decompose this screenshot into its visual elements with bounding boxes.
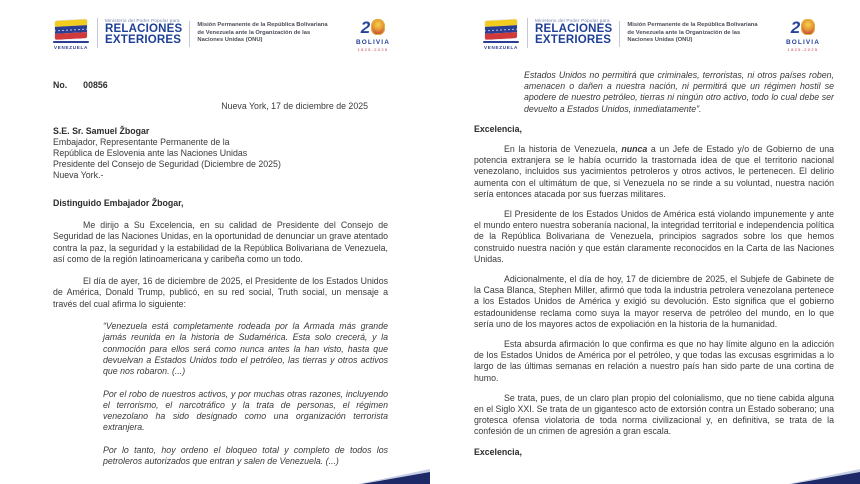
bolivia-years: 1825-2025 xyxy=(787,46,819,52)
footer-swoosh-graphic xyxy=(788,468,860,484)
venezuela-flag-logo xyxy=(53,20,89,50)
ministry-wordmark xyxy=(105,18,182,45)
bolivia-label: BOLIVIA xyxy=(785,39,820,46)
mission-title xyxy=(627,22,757,45)
bolivia-200-numeral: 2 xyxy=(790,18,801,37)
ministry-wordmark xyxy=(535,18,612,45)
mission-line3: Naciones Unidas (ONU) xyxy=(627,37,693,44)
letterhead-divider xyxy=(619,21,620,47)
letter-body xyxy=(53,220,388,478)
mission-line2: de Venezuela ante la Organización de las xyxy=(627,29,741,36)
quoted-statement: “Venezuela está completamente rodeada por la Armada más grande jamás reunida en la historia de Sudamérica. Esta solo crecerá, y la conmoción para ellos será como nunca antes la han visto, hasta que devuelvan a Estados Unidos todo el petróleo, las tierras y otros activos que nos robaron. (...) xyxy=(103,321,388,377)
mission-line1: Misión Permanente de la República Bolivariana xyxy=(197,22,328,28)
letter-paragraph: El Presidente de los Estados Unidos de América está violando impunemente y ante el mundo entero nuestra soberanía nacional, la integridad territorial e independencia política de la República Bolivariana de Venezuela, principios sagrados sobre los que hemos construido nuestra nación y que están claramente reconocidos en la Carta de las Naciones Unidas. xyxy=(474,209,834,264)
quoted-statement: Por lo tanto, hoy ordeno el bloqueo total y completo de todos los petroleros autorizados que entran y salen de Venezuela. (...) xyxy=(103,444,388,467)
quoted-statement: Estados Unidos no permitirá que criminales, terroristas, ni otros países roben, amenacen o dañen a nuestra nación, ni permitirá que un régimen hostil se apodere de nuestro petróleo, tierras ni ningún otro activo, todo lo cual debe ser devuelto a Estados Unidos, inmediatamente”. xyxy=(524,70,834,114)
bolivia-crest-icon xyxy=(371,19,385,35)
letterhead-divider xyxy=(189,21,190,47)
excellency-heading: Excelencia, xyxy=(474,446,522,457)
letter-body xyxy=(474,70,834,467)
flag-ribbon xyxy=(483,41,519,43)
recipient-title-line: Presidente del Consejo de Seguridad (Diciembre de 2025) xyxy=(53,158,281,169)
letter-paragraph: Me dirijo a Su Excelencia, en su calidad de Presidente del Consejo de Seguridad de las Naciones Unidas, en la oportunidad de denunciar un grave atentado contra la paz, la seguridad y la estabilidad de la República Bolivariana de Venezuela, así como de la región latinoamericana y caribeña como un todo. xyxy=(53,220,388,264)
letter-page-2 xyxy=(430,0,860,484)
venezuela-flag-logo xyxy=(483,20,519,50)
footer-swoosh-graphic xyxy=(358,468,430,484)
mission-line1: Misión Permanente de la República Bolivariana xyxy=(627,22,758,28)
letterhead xyxy=(53,17,390,61)
ministry-name-line1: RELACIONES xyxy=(535,23,613,35)
letter-paragraph: El día de ayer, 16 de diciembre de 2025, el Presidente de los Estados Unidos de América, Donald Trump, publicó, en su red social, Truth social, un mensaje a través del cual afirma lo siguiente: xyxy=(53,276,388,309)
letter-paragraph xyxy=(474,144,834,200)
venezuela-flag-icon xyxy=(485,19,517,40)
ministry-name-line2: EXTERIORES xyxy=(105,33,182,46)
recipient-name: S.E. Sr. Samuel Žbogar xyxy=(53,126,150,136)
letterhead-divider xyxy=(97,18,98,48)
ministry-name-line2: EXTERIORES xyxy=(535,33,612,46)
recipient-block xyxy=(53,126,281,181)
reference-value: 00856 xyxy=(83,80,108,90)
letter-paragraph: Adicionalmente, el día de hoy, 17 de diciembre de 2025, el Subjefe de Gabinete de la Casa Blanca, Stephen Miller, afirmó que toda la industria petrolera venezolana pertenece a los Estados Unidos de América y exigió su devolución. Esto significa que el gobierno estadounidense reclama como suya la mayor reserva de petróleo del mundo, en lo que sería uno de los mayores actos de expoliación en la historia de la humanidad. xyxy=(474,274,834,329)
letter-paragraph: Esta absurda afirmación lo que confirma es que no hay límite alguno en la adicción de los Estados Unidos de América por el petróleo, y que todas las excusas esgrimidas a lo largo de las últimas semanas en relación a nuestro país han sido parte de una cortina de humo. xyxy=(474,339,834,383)
flag-ribbon xyxy=(53,41,89,43)
excellency-heading: Excelencia, xyxy=(474,123,522,134)
reference-number xyxy=(53,80,108,90)
bolivia-200-numeral: 2 xyxy=(360,18,371,37)
venezuela-flag-icon xyxy=(55,19,87,40)
bolivia-bicentennial-logo xyxy=(786,19,820,52)
recipient-city-line: Nueva York.- xyxy=(53,169,104,180)
quoted-statement: Por el robo de nuestros activos, y por muchas otras razones, incluyendo el terrorismo, el narcotráfico y la trata de personas, el régimen venezolano ha sido designado como una organización terrorista extranjera. xyxy=(103,388,388,433)
bolivia-label: BOLIVIA xyxy=(355,39,390,46)
salutation: Distinguido Embajador Žbogar, xyxy=(53,198,184,208)
ministry-small-text: Ministerio del Poder Popular para xyxy=(105,18,180,23)
paragraph-text: En la historia de Venezuela, xyxy=(504,144,622,155)
mission-line3: Naciones Unidas (ONU) xyxy=(197,37,263,44)
bolivia-crest-icon xyxy=(801,19,815,35)
emphasized-word: nunca xyxy=(621,144,648,155)
date-line: Nueva York, 17 de diciembre de 2025 xyxy=(221,101,368,111)
recipient-title-line: Embajador, Representante Permanente de la xyxy=(53,136,230,147)
reference-label: No. xyxy=(53,80,68,90)
ministry-name-line1: RELACIONES xyxy=(105,23,183,35)
letterhead xyxy=(483,17,820,61)
flag-label: VENEZUELA xyxy=(483,44,519,50)
letterhead-divider xyxy=(527,18,528,48)
flag-label: VENEZUELA xyxy=(53,44,89,50)
paragraph-text: a un Jefe de Estado y/o de Gobierno de una potencia extranjera se le había ocurrido la trastornada idea de que el territorio nacional venezolano, incluidos sus yacimientos petroleros y otros activos, le pertenecen. El delirio aumenta con el ultimátum de que, si Venezuela no se rinde a su voluntad, nuestra nación sería entonces atacada por sus fuerzas militares. xyxy=(474,144,834,199)
recipient-title-line: República de Eslovenia ante las Naciones Unidas xyxy=(53,147,248,158)
bolivia-bicentennial-logo xyxy=(356,19,390,52)
ministry-small-text: Ministerio del Poder Popular para xyxy=(535,18,610,23)
mission-line2: de Venezuela ante la Organización de las xyxy=(197,29,311,36)
mission-title xyxy=(197,22,327,45)
letter-paragraph: Se trata, pues, de un claro plan propio del colonialismo, que no tiene cabida alguna en el Siglo XXI. Se trata de un gigantesco acto de extorsión contra un Estado soberano; una grotesca ofensa violatoria de toda norma civilizacional y, en definitiva, se trata de la confesión de un crimen de agresión a gran escala. xyxy=(474,392,834,437)
bolivia-years: 1825-2025 xyxy=(357,46,389,52)
